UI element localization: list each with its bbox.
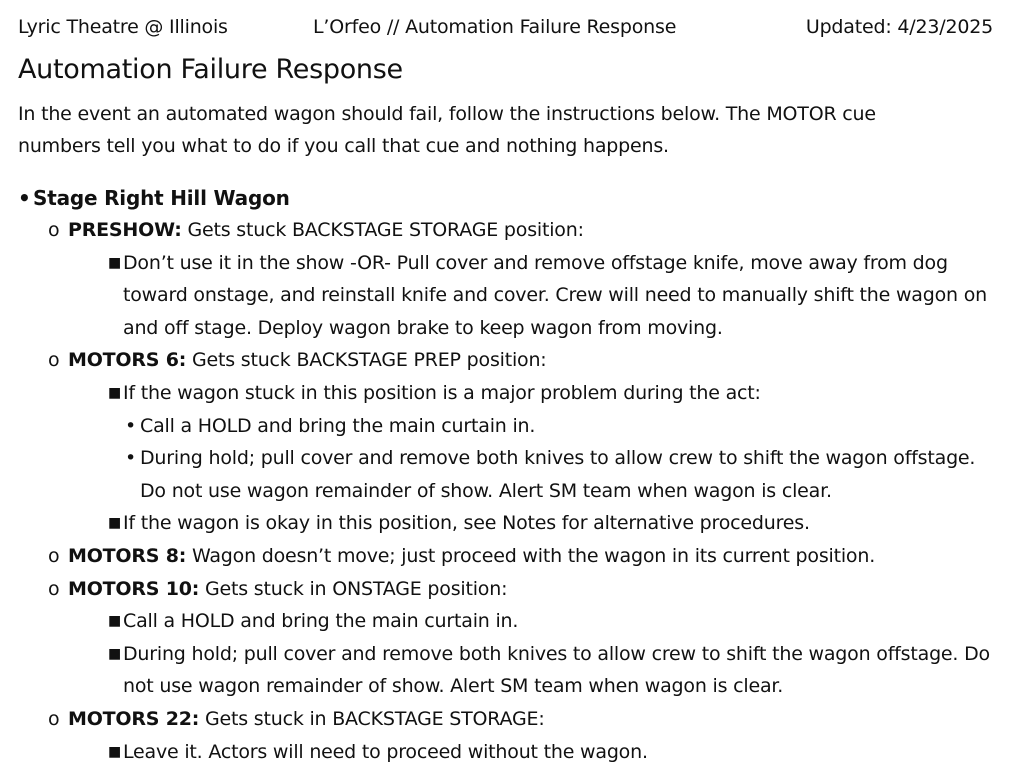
instruction-text: During hold; pull cover and remove both knives to allow crew to shift the wagon offstage. Do not use wagon remainder of show. Alert SM team when wagon is clear. <box>123 642 990 698</box>
cue-label: PRESHOW: <box>68 219 182 241</box>
circle-bullet-icon: o <box>48 707 60 730</box>
square-bullet-icon: ■ <box>108 645 122 662</box>
instruction-text: Call a HOLD and bring the main curtain in. <box>123 610 519 633</box>
instruction-text: If the wagon is okay in this position, see Notes for alternative procedures. <box>123 512 810 535</box>
section-label: Stage Right Hill Wagon <box>33 186 290 210</box>
sub-instruction-text: Call a HOLD and bring the main curtain in. <box>140 414 536 437</box>
sub-instruction-item <box>125 410 985 443</box>
section-heading <box>18 182 1003 214</box>
instruction-text: If the wagon stuck in this position is a major problem during the act: <box>123 381 761 404</box>
header-updated-date: Updated: 4/23/2025 <box>805 16 993 38</box>
cue-item <box>48 540 1003 573</box>
cue-label: MOTORS 22: <box>68 707 200 730</box>
circle-bullet-icon: o <box>48 577 60 600</box>
cue-label: MOTORS 6: <box>68 349 187 372</box>
intro-paragraph: In the event an automated wagon should fail, follow the instructions below. The MOTOR cue numbers tell you what to do if you call that cue and nothing happens. <box>18 103 876 157</box>
cue-item <box>48 703 1003 736</box>
instruction-item <box>108 507 1008 540</box>
cue-item <box>48 344 1003 377</box>
square-bullet-icon: ■ <box>108 384 122 401</box>
cue-label: MOTORS 8: <box>68 544 187 567</box>
cue-item <box>48 573 1003 606</box>
cue-text: Wagon doesn’t move; just proceed with the wagon in its current position. <box>186 544 876 567</box>
sub-instruction-item <box>125 442 985 507</box>
cue-text: Gets stuck BACKSTAGE PREP position: <box>186 349 547 372</box>
cue-text: Gets stuck BACKSTAGE STORAGE position: <box>181 219 584 241</box>
circle-bullet-icon: o <box>48 544 60 567</box>
cue-item <box>48 214 1003 247</box>
instruction-item <box>108 736 1008 769</box>
sub-instruction-text: During hold; pull cover and remove both knives to allow crew to shift the wagon offstage. Do not use wagon remainder of show. Alert SM team when wagon is clear. <box>140 447 976 502</box>
cue-label: MOTORS 10: <box>68 577 200 600</box>
instruction-text: Leave it. Actors will need to proceed without the wagon. <box>123 740 648 763</box>
header-document-title: L’Orfeo // Automation Failure Response <box>313 16 677 38</box>
instruction-text: Don’t use it in the show -OR- Pull cover and remove offstage knife, move away from dog toward onstage, and reinstall knife and cover. Crew will need to manually shift the wagon on and off stage. Deploy wagon brake to keep wagon from moving. <box>123 251 987 339</box>
instruction-item <box>108 605 1008 638</box>
bullet-icon: • <box>125 414 137 437</box>
cue-text: Gets stuck in BACKSTAGE STORAGE: <box>199 707 545 730</box>
bullet-icon: • <box>18 186 31 210</box>
bullet-icon: • <box>125 447 137 470</box>
square-bullet-icon: ■ <box>108 743 122 760</box>
instruction-item <box>108 638 1008 703</box>
instruction-item <box>108 247 1008 345</box>
square-bullet-icon: ■ <box>108 613 122 630</box>
circle-bullet-icon: o <box>48 349 60 372</box>
failure-response-list <box>18 182 1003 768</box>
square-bullet-icon: ■ <box>108 254 122 271</box>
circle-bullet-icon: o <box>48 219 60 241</box>
cue-text: Gets stuck in ONSTAGE position: <box>199 577 508 600</box>
page-header <box>18 16 993 42</box>
instruction-item <box>108 377 1008 410</box>
square-bullet-icon: ■ <box>108 515 122 532</box>
page-title: Automation Failure Response <box>18 54 403 85</box>
header-organization: Lyric Theatre @ Illinois <box>18 16 228 38</box>
